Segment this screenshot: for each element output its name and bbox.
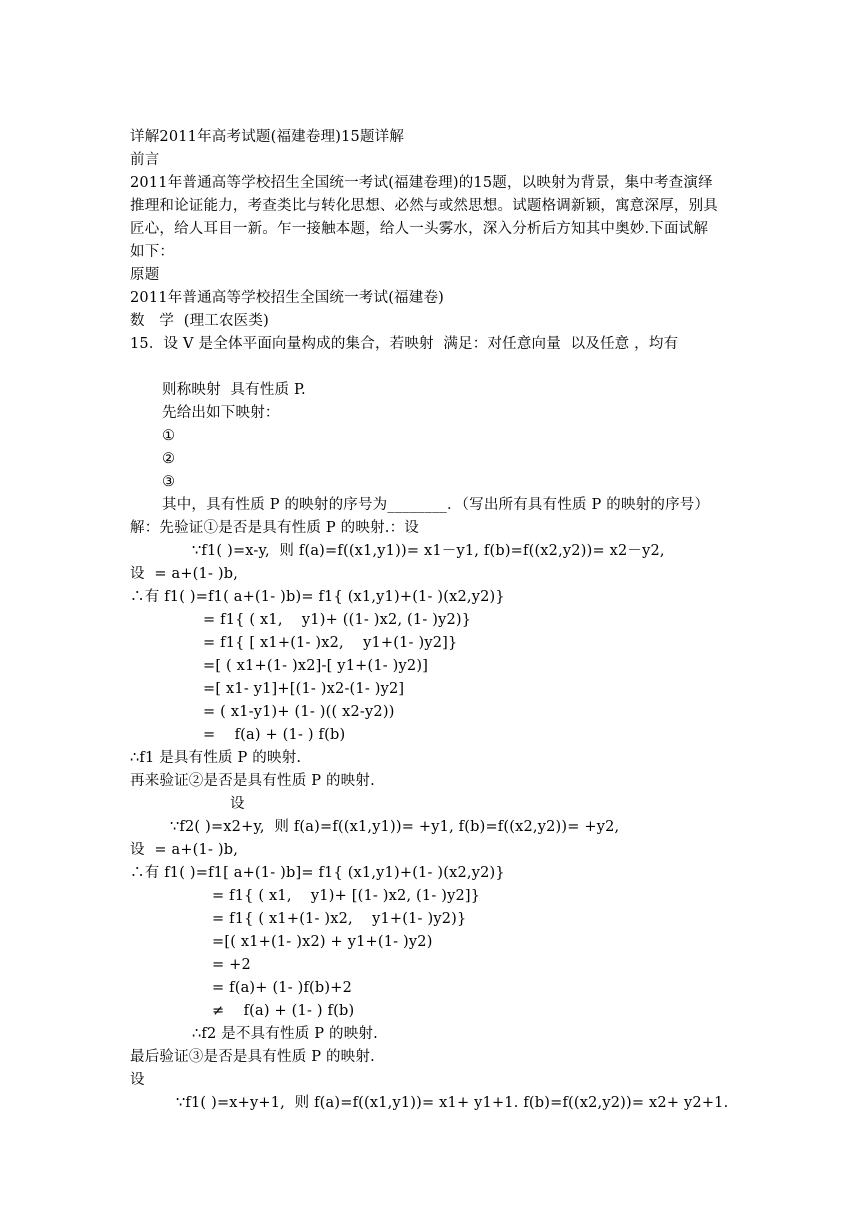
math-line: ∴有 f1( )=f1( a+(1- )b)= f1{ (x1,y1)+(1- )(x2,y2)}: [130, 589, 505, 605]
math-line: = ( x1-y1)+ (1- )(( x2-y2)): [203, 704, 395, 720]
math-line: = f(a)+ (1- )f(b)+2: [212, 980, 353, 996]
text-line: 推理和论证能力，考查类比与转化思想、必然与或然思想。试题格调新颖，寓意深厚，别具: [130, 198, 718, 214]
conclusion-line: ∴f1 是具有性质 P 的映射.: [130, 750, 302, 766]
question-line: 其中，具有性质 P 的映射的序号为________．（写出所有具有性质 P 的映射的序号）: [162, 497, 710, 513]
section-heading-problem: 原题: [130, 267, 160, 283]
conclusion-line: ∴f2 是不具有性质 P 的映射.: [192, 1026, 378, 1042]
option-marker-2: ②: [162, 451, 176, 467]
math-line: =[ x1- y1]+[(1- )x2-(1- )y2]: [203, 681, 405, 697]
doc-title: 详解2011年高考试题(福建卷理)15题详解: [130, 129, 405, 145]
option-marker-1: ①: [162, 428, 176, 444]
problem-statement: 15．设 V 是全体平面向量构成的集合，若映射 满足：对任意向量 以及任意 ，均有: [130, 336, 679, 352]
text-line: 匠心，给人耳目一新。乍一接触本题，给人一头雾水，深入分析后方知其中奥妙.下面试解: [130, 221, 709, 237]
text-line: 2011年普通高等学校招生全国统一考试(福建卷理)的15题，以映射为背景，集中考查演绎: [130, 175, 713, 191]
text-line: 则称映射 具有性质 P.: [162, 382, 306, 398]
text-line: 设: [230, 796, 245, 812]
math-line: ∴有 f1( )=f1[ a+(1- )b]= f1{ (x1,y1)+(1- )(x2,y2)}: [130, 865, 505, 881]
math-line: = f(a) + (1- ) f(b): [203, 727, 346, 743]
math-line: ∵f1( )=x-y, 则 f(a)=f((x1,y1))= x1－y1, f(b)=f((x2,y2))= x2－y2,: [192, 543, 665, 559]
math-line: =[ ( x1+(1- )x2]-[ y1+(1- )y2)]: [203, 658, 429, 674]
solution-start: 解：先验证①是否是具有性质 P 的映射.：设: [130, 520, 419, 536]
section-heading-preface: 前言: [130, 152, 160, 168]
math-line: ≠ f(a) + (1- ) f(b): [212, 1003, 355, 1019]
text-line: 设: [130, 1072, 145, 1088]
math-line: 设 = a+(1- )b,: [130, 566, 239, 582]
math-line: = f1{ ( x1+(1- )x2, y1+(1- )y2)}: [212, 911, 467, 927]
text-line: 2011年普通高等学校招生全国统一考试(福建卷): [130, 290, 445, 306]
math-line: ∵f2( )=x2+y, 则 f(a)=f((x1,y1))= +y1, f(b)=f((x2,y2))= +y2,: [170, 819, 620, 835]
math-line: = +2: [212, 957, 251, 973]
text-line: 再来验证②是否是具有性质 P 的映射.: [130, 773, 375, 789]
text-line: 如下：: [130, 244, 175, 260]
text-line: 数 学 (理工农医类): [130, 313, 269, 329]
text-line: 最后验证③是否是具有性质 P 的映射.: [130, 1049, 375, 1065]
text-line: 先给出如下映射：: [162, 405, 280, 421]
math-line: ∵f1( )=x+y+1, 则 f(a)=f((x1,y1))= x1+ y1+1. f(b)=f((x2,y2))= x2+ y2+1.: [176, 1095, 729, 1111]
math-line: = f1{ ( x1, y1)+ ((1- )x2, (1- )y2)}: [203, 612, 472, 628]
math-line: = f1{ ( x1, y1)+ [(1- )x2, (1- )y2]}: [212, 888, 481, 904]
option-marker-3: ③: [162, 474, 176, 490]
math-line: 设 = a+(1- )b,: [130, 842, 239, 858]
math-line: =[( x1+(1- )x2) + y1+(1- )y2): [212, 934, 433, 950]
math-line: = f1{ [ x1+(1- )x2, y1+(1- )y2]}: [203, 635, 458, 651]
